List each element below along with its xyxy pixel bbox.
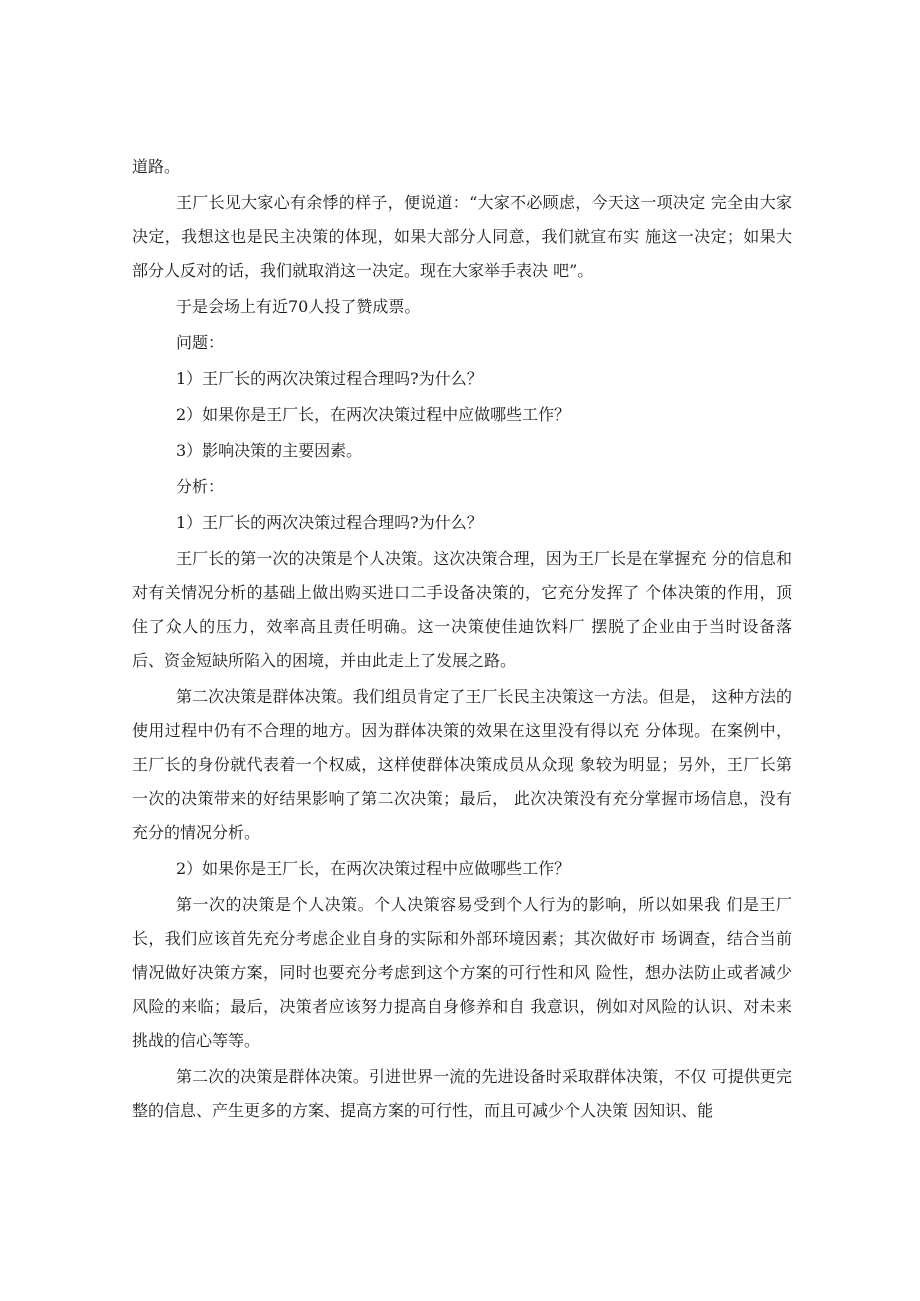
question-2: 2）如果你是王厂长，在两次决策过程中应做哪些工作？ <box>176 405 571 424</box>
paragraph-second-decision: 第二次决策是群体决策。我们组员肯定了王厂长民主决策这一方法。但是， 这种方法的使用过程中仍有不合理的地方。因为群体决策的效果在这里没有得以充 分体现。在案例中，王厂长的身份就代表着一个权威，这样使群体决策成员从众现 象较为明显；另外，王厂长第一次的决策带来的好结果影响了第二次决策；最后， 此次决策没有充分掌握市场信息，没有充分的情况分析。 <box>132 687 792 842</box>
heading-analysis: 分析： <box>176 477 225 496</box>
paragraph-individual-decision-advice: 第一次的决策是个人决策。个人决策容易受到个人行为的影响，所以如果我 们是王厂长，我们应该首先充分考虑企业自身的实际和外部环境因素；其次做好市 场调查，结合当前情况做好决策方案，同时也要充分考虑到这个方案的可行性和风 险性，想办法防止或者减少风险的来临；最后，决策者应该努力提高自身修养和自 我意识，例如对风险的认识、对未来挑战的信心等等。 <box>132 895 792 1050</box>
question-1: 1）王厂长的两次决策过程合理吗?为什么？ <box>176 369 483 388</box>
heading-questions: 问题： <box>176 333 225 352</box>
paragraph-group-decision-advice: 第二次的决策是群体决策。引进世界一流的先进设备时采取群体决策，不仅 可提供更完整的信息、产生更多的方案、提高方案的可行性，而且可减少个人决策 因知识、能 <box>132 1067 792 1120</box>
paragraph-first-decision: 王厂长的第一次的决策是个人决策。这次决策合理，因为王厂长是在掌握充 分的信息和对有关情况分析的基础上做出购买进口二手设备决策的，它充分发挥了 个体决策的作用，顶住了众人的压力，效率高且责任明确。这一决策使佳迪饮料厂 摆脱了企业由于当时设备落后、资金短缺所陷入的困境，并由此走上了发展之路。 <box>132 549 792 670</box>
analysis-question-1: 1）王厂长的两次决策过程合理吗?为什么？ <box>176 513 483 532</box>
analysis-question-2: 2）如果你是王厂长，在两次决策过程中应做哪些工作？ <box>176 859 571 878</box>
question-3: 3）影响决策的主要因素。 <box>176 441 363 460</box>
paragraph-factory-director-speech: 王厂长见大家心有余悸的样子，便说道：“大家不必顾虑，今天这一项决定 完全由大家决定，我想这也是民主决策的体现，如果大部分人同意，我们就宣布实 施这一决定；如果大部分人反对的话，我们就取消这一决定。现在大家举手表决 吧”。 <box>132 193 792 280</box>
paragraph-continuation: 道路。 <box>132 157 181 176</box>
line-vote-result: 于是会场上有近70人投了赞成票。 <box>176 297 421 316</box>
